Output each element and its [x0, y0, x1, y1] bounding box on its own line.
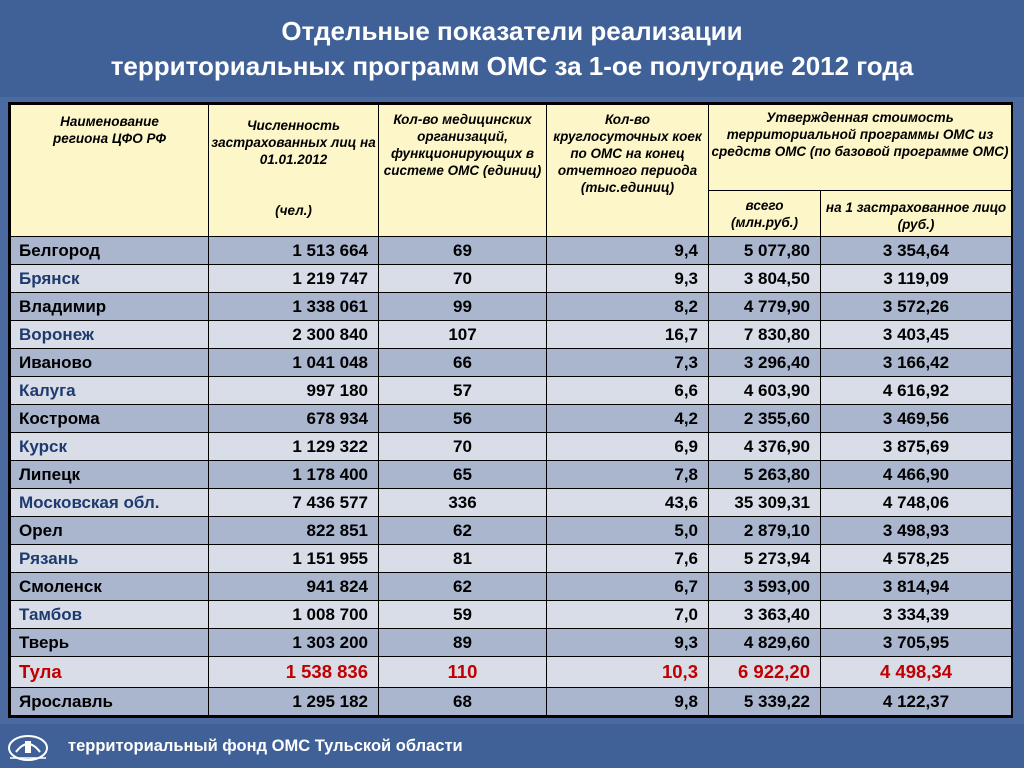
total-cost-cell: 7 830,80 — [709, 321, 821, 349]
orgs-cell: 81 — [379, 545, 547, 573]
table-row — [11, 265, 1012, 293]
table-row-highlighted — [11, 657, 1012, 688]
table-row — [11, 629, 1012, 657]
table-body — [11, 237, 1012, 716]
orgs-cell: 70 — [379, 433, 547, 461]
per-person-cost-cell: 3 354,64 — [821, 237, 1012, 265]
total-cost-cell: 4 603,90 — [709, 377, 821, 405]
orgs-cell: 107 — [379, 321, 547, 349]
beds-cell: 7,3 — [547, 349, 709, 377]
per-person-cost-cell: 3 166,42 — [821, 349, 1012, 377]
beds-cell: 6,9 — [547, 433, 709, 461]
total-cost-cell: 5 339,22 — [709, 688, 821, 716]
orgs-cell: 57 — [379, 377, 547, 405]
total-cost-cell: 2 879,10 — [709, 517, 821, 545]
orgs-cell: 69 — [379, 237, 547, 265]
total-cost-cell: 4 376,90 — [709, 433, 821, 461]
per-person-cost-cell: 4 578,25 — [821, 545, 1012, 573]
insured-cell: 1 129 322 — [209, 433, 379, 461]
region-cell: Орел — [11, 517, 209, 545]
insured-cell: 1 178 400 — [209, 461, 379, 489]
footer-text: территориальный фонд ОМС Тульской области — [68, 737, 463, 755]
region-cell: Московская обл. — [11, 489, 209, 517]
insured-cell: 678 934 — [209, 405, 379, 433]
per-person-cost-cell: 3 403,45 — [821, 321, 1012, 349]
total-cost-cell: 3 296,40 — [709, 349, 821, 377]
per-person-cost-cell: 4 498,34 — [821, 657, 1012, 688]
per-person-cost-cell: 3 469,56 — [821, 405, 1012, 433]
fund-logo-icon — [6, 732, 50, 764]
footer-bar — [0, 724, 1024, 768]
total-cost-cell: 35 309,31 — [709, 489, 821, 517]
orgs-cell: 56 — [379, 405, 547, 433]
title-line-1: Отдельные показатели реализации — [281, 16, 743, 46]
orgs-cell: 68 — [379, 688, 547, 716]
region-cell: Смоленск — [11, 573, 209, 601]
beds-cell: 9,3 — [547, 265, 709, 293]
insured-cell: 2 300 840 — [209, 321, 379, 349]
total-cost-cell: 5 077,80 — [709, 237, 821, 265]
orgs-cell: 62 — [379, 573, 547, 601]
per-person-cost-cell: 3 814,94 — [821, 573, 1012, 601]
title-line-2: территориальных программ ОМС за 1-ое полугодие 2012 года — [110, 51, 914, 81]
beds-cell: 9,8 — [547, 688, 709, 716]
orgs-cell: 66 — [379, 349, 547, 377]
insured-cell: 1 151 955 — [209, 545, 379, 573]
beds-cell: 10,3 — [547, 657, 709, 688]
table-row — [11, 237, 1012, 265]
total-cost-cell: 4 779,90 — [709, 293, 821, 321]
orgs-cell: 89 — [379, 629, 547, 657]
total-cost-cell: 4 829,60 — [709, 629, 821, 657]
region-cell: Белгород — [11, 237, 209, 265]
header-region: Наименование региона ЦФО РФ — [11, 105, 209, 237]
beds-cell: 9,3 — [547, 629, 709, 657]
table-row — [11, 377, 1012, 405]
per-person-cost-cell: 4 466,90 — [821, 461, 1012, 489]
header-cost: Утвержденная стоимость территориальной программы ОМС из средств ОМС (по базовой программе ОМС) — [709, 105, 1012, 191]
insured-cell: 7 436 577 — [209, 489, 379, 517]
header-insured-label: Численность застрахованных лиц на 01.01.2012 — [211, 118, 376, 167]
data-table-frame — [8, 102, 1013, 718]
per-person-cost-cell: 3 119,09 — [821, 265, 1012, 293]
region-cell: Калуга — [11, 377, 209, 405]
header-orgs: Кол-во медицинских организаций, функционирующих в системе ОМС (единиц) — [379, 105, 547, 237]
total-cost-cell: 3 593,00 — [709, 573, 821, 601]
insured-cell: 941 824 — [209, 573, 379, 601]
total-cost-cell: 5 263,80 — [709, 461, 821, 489]
insured-cell: 1 338 061 — [209, 293, 379, 321]
region-cell: Тверь — [11, 629, 209, 657]
table-row — [11, 461, 1012, 489]
beds-cell: 6,7 — [547, 573, 709, 601]
indicators-table — [10, 104, 1012, 716]
header-insured — [209, 105, 379, 237]
table-row — [11, 349, 1012, 377]
table-row — [11, 688, 1012, 716]
insured-cell: 1 303 200 — [209, 629, 379, 657]
beds-cell: 7,8 — [547, 461, 709, 489]
insured-cell: 822 851 — [209, 517, 379, 545]
insured-cell: 1 041 048 — [209, 349, 379, 377]
slide-title — [0, 0, 1024, 97]
insured-cell: 1 295 182 — [209, 688, 379, 716]
beds-cell: 6,6 — [547, 377, 709, 405]
header-beds: Кол-во круглосуточных коек по ОМС на конец отчетного периода (тыс.единиц) — [547, 105, 709, 237]
region-cell: Кострома — [11, 405, 209, 433]
table-row — [11, 321, 1012, 349]
region-cell: Курск — [11, 433, 209, 461]
per-person-cost-cell: 4 616,92 — [821, 377, 1012, 405]
region-cell: Брянск — [11, 265, 209, 293]
total-cost-cell: 3 363,40 — [709, 601, 821, 629]
insured-cell: 997 180 — [209, 377, 379, 405]
total-cost-cell: 5 273,94 — [709, 545, 821, 573]
table-row — [11, 433, 1012, 461]
beds-cell: 16,7 — [547, 321, 709, 349]
total-cost-cell: 3 804,50 — [709, 265, 821, 293]
orgs-cell: 65 — [379, 461, 547, 489]
orgs-cell: 62 — [379, 517, 547, 545]
region-cell: Ярославль — [11, 688, 209, 716]
table-row — [11, 489, 1012, 517]
region-cell: Иваново — [11, 349, 209, 377]
beds-cell: 5,0 — [547, 517, 709, 545]
table-row — [11, 517, 1012, 545]
per-person-cost-cell: 3 334,39 — [821, 601, 1012, 629]
beds-cell: 43,6 — [547, 489, 709, 517]
table-row — [11, 405, 1012, 433]
table-row — [11, 293, 1012, 321]
region-cell: Тула — [11, 657, 209, 688]
orgs-cell: 59 — [379, 601, 547, 629]
per-person-cost-cell: 3 572,26 — [821, 293, 1012, 321]
per-person-cost-cell: 3 875,69 — [821, 433, 1012, 461]
table-row — [11, 601, 1012, 629]
orgs-cell: 70 — [379, 265, 547, 293]
beds-cell: 9,4 — [547, 237, 709, 265]
region-cell: Рязань — [11, 545, 209, 573]
per-person-cost-cell: 4 748,06 — [821, 489, 1012, 517]
table-row — [11, 573, 1012, 601]
region-cell: Тамбов — [11, 601, 209, 629]
insured-cell: 1 538 836 — [209, 657, 379, 688]
region-cell: Воронеж — [11, 321, 209, 349]
table-row — [11, 545, 1012, 573]
per-person-cost-cell: 4 122,37 — [821, 688, 1012, 716]
header-cost-total: всего (млн.руб.) — [709, 191, 821, 237]
total-cost-cell: 6 922,20 — [709, 657, 821, 688]
insured-cell: 1 513 664 — [209, 237, 379, 265]
beds-cell: 4,2 — [547, 405, 709, 433]
insured-cell: 1 219 747 — [209, 265, 379, 293]
per-person-cost-cell: 3 705,95 — [821, 629, 1012, 657]
total-cost-cell: 2 355,60 — [709, 405, 821, 433]
per-person-cost-cell: 3 498,93 — [821, 517, 1012, 545]
orgs-cell: 336 — [379, 489, 547, 517]
header-insured-unit: (чел.) — [275, 203, 312, 218]
beds-cell: 7,0 — [547, 601, 709, 629]
beds-cell: 8,2 — [547, 293, 709, 321]
orgs-cell: 99 — [379, 293, 547, 321]
insured-cell: 1 008 700 — [209, 601, 379, 629]
beds-cell: 7,6 — [547, 545, 709, 573]
orgs-cell: 110 — [379, 657, 547, 688]
header-cost-per: на 1 застрахованное лицо (руб.) — [821, 191, 1012, 237]
region-cell: Липецк — [11, 461, 209, 489]
region-cell: Владимир — [11, 293, 209, 321]
